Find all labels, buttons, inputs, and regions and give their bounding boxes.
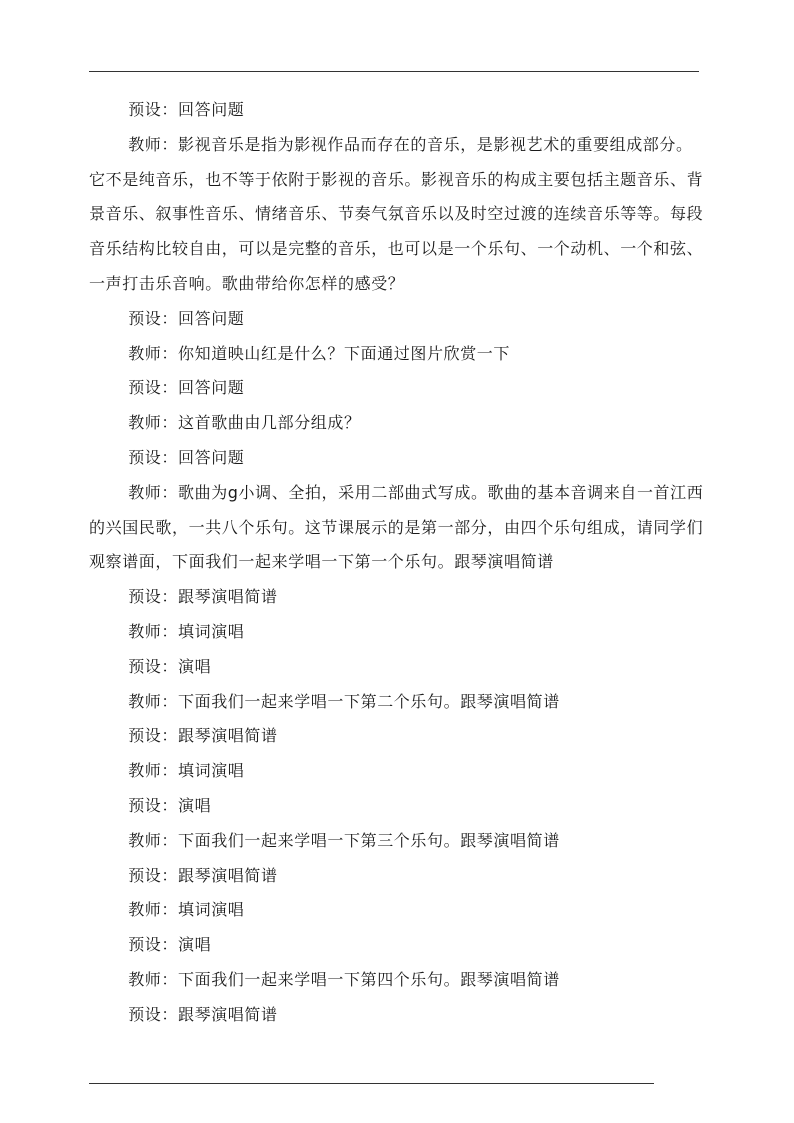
paragraph-preset-10: 预设：演唱 [128,935,212,955]
paragraph-teacher-song-structure: 教师：歌曲为g小调、全拍，采用二部曲式写成。歌曲的基本音调来自一首江西的兴国民歌，一共八个乐句。这节课展示的是第一部分，由四个乐句组成，请同学们观察谱面，下面我们一起来学唱一下第一个乐句。跟琴演唱简谱 [89,482,704,572]
header-rule [89,71,699,72]
paragraph-teacher-phrase-2: 教师：下面我们一起来学唱一下第二个乐句。跟琴演唱简谱 [128,691,560,711]
paragraph-preset-3: 预设：回答问题 [128,378,245,398]
paragraph-preset-4: 预设：回答问题 [128,447,245,467]
paragraph-teacher-phrase-4: 教师：下面我们一起来学唱一下第四个乐句。跟琴演唱简谱 [128,969,560,989]
paragraph-preset-9: 预设：跟琴演唱简谱 [128,865,278,885]
paragraph-teacher-song-parts: 教师：这首歌曲由几部分组成？ [128,413,361,433]
paragraph-preset-2: 预设：回答问题 [128,308,245,328]
paragraph-preset-7: 预设：跟琴演唱简谱 [128,726,278,746]
paragraph-teacher-lyrics-3: 教师：填词演唱 [128,900,245,920]
paragraph-preset-5: 预设：跟琴演唱简谱 [128,587,278,607]
paragraph-preset-11: 预设：跟琴演唱简谱 [128,1004,278,1024]
paragraph-teacher-lyrics-2: 教师：填词演唱 [128,761,245,781]
footer-rule [89,1083,654,1084]
paragraph-teacher-phrase-3: 教师：下面我们一起来学唱一下第三个乐句。跟琴演唱简谱 [128,830,560,850]
paragraph-teacher-film-music: 教师：影视音乐是指为影视作品而存在的音乐，是影视艺术的重要组成部分。它不是纯音乐，也不等于依附于影视的音乐。影视音乐的构成主要包括主题音乐、背景音乐、叙事性音乐、情绪音乐、节奏气氛音乐以及时空过渡的连续音乐等等。每段音乐结构比较自由，可以是完整的音乐，也可以是一个乐句、一个动机、一个和弦、一声打击乐音响。歌曲带给你怎样的感受？ [89,134,704,293]
paragraph-preset-6: 预设：演唱 [128,656,212,676]
document-body [89,93,709,1033]
paragraph-preset-8: 预设：演唱 [128,795,212,815]
paragraph-teacher-yingshanhong: 教师：你知道映山红是什么？下面通过图片欣赏一下 [128,343,510,363]
paragraph-teacher-lyrics-1: 教师：填词演唱 [128,621,245,641]
paragraph-preset-1: 预设：回答问题 [128,100,245,119]
